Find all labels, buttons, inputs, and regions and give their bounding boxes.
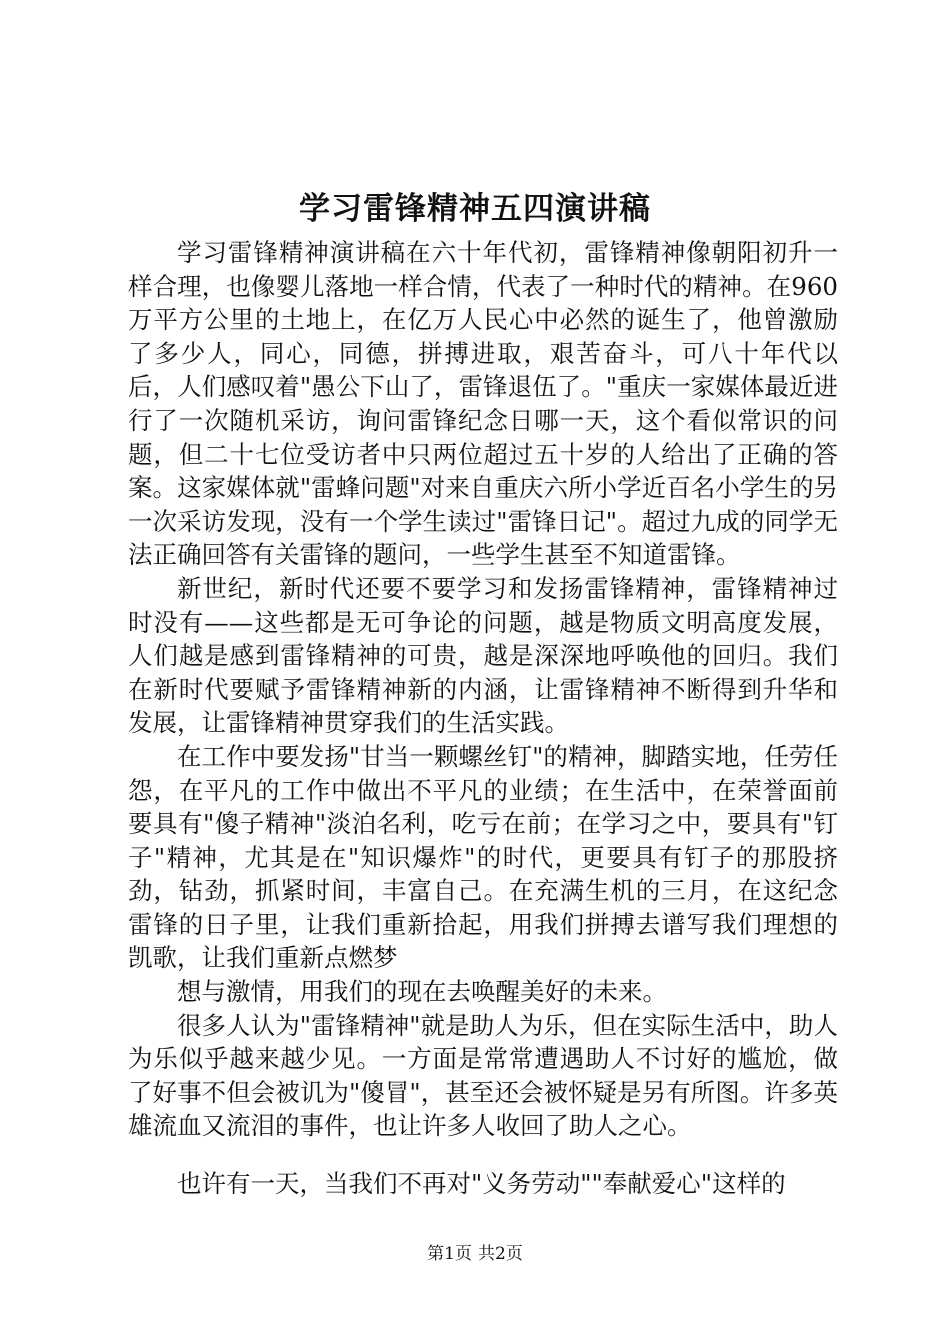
document-title: 学习雷锋精神五四演讲稿 (299, 191, 651, 227)
page-footer (0, 1242, 950, 1266)
paragraph-4: 想与激情，用我们的现在去唤醒美好的未来。 (177, 977, 667, 1007)
page-number: 第1页 (427, 1244, 472, 1264)
paragraph-2: 新世纪，新时代还要不要学习和发扬雷锋精神，雷锋精神过时没有——这些都是无可争论的问题，越是物质文明高度发展，人们越是感到雷锋精神的可贵，越是深深地呼唤他的回归。我们在新时代要赋予雷锋精神新的内涵，让雷锋精神不断得到升华和发展，让雷锋精神贯穿我们的生活实践。 (128, 573, 838, 738)
paragraph-3: 在工作中要发扬"甘当一颗螺丝钉"的精神，脚踏实地，任劳任怨，在平凡的工作中做出不平凡的业绩；在生活中，在荣誉面前要具有"傻子精神"淡泊名利，吃亏在前；在学习之中，要具有"钉子"精神，尤其是在"知识爆炸"的时代，更要具有钉子的那股挤劲，钻劲，抓紧时间，丰富自己。在充满生机的三月，在这纪念雷锋的日子里，让我们重新拾起，用我们拼搏去谱写我们理想的凯歌，让我们重新点燃梦 (128, 741, 838, 973)
document-body (128, 236, 838, 1201)
paragraph-6: 也许有一天，当我们不再对"义务劳动""奉献爱心"这样的 (177, 1169, 786, 1199)
paragraph-5: 很多人认为"雷锋精神"就是助人为乐，但在实际生活中，助人为乐似乎越来越少见。一方面是常常遭遇助人不讨好的尴尬，做了好事不但会被讥为"傻冒"，甚至还会被怀疑是另有所图。许多英雄流血又流泪的事件，也让许多人收回了助人之心。 (128, 1010, 838, 1141)
page-total: 共2页 (478, 1244, 523, 1264)
paragraph-1: 学习雷锋精神演讲稿在六十年代初，雷锋精神像朝阳初升一样合理，也像婴儿落地一样合情，代表了一种时代的精神。在960万平方公里的土地上，在亿万人民心中必然的诞生了，他曾激励了多少人，同心，同德，拼搏进取，艰苦奋斗，可八十年代以后，人们感叹着"愚公下山了，雷锋退伍了。"重庆一家媒体最近进行了一次随机采访，询问雷锋纪念日哪一天，这个看似常识的问题，但二十七位受访者中只两位超过五十岁的人给出了正确的答案。这家媒体就"雷蜂问题"对来自重庆六所小学近百名小学生的另一次采访发现，没有一个学生读过"雷锋日记"。超过九成的同学无法正确回答有关雷锋的题问，一些学生甚至不知道雷锋。 (128, 238, 838, 570)
